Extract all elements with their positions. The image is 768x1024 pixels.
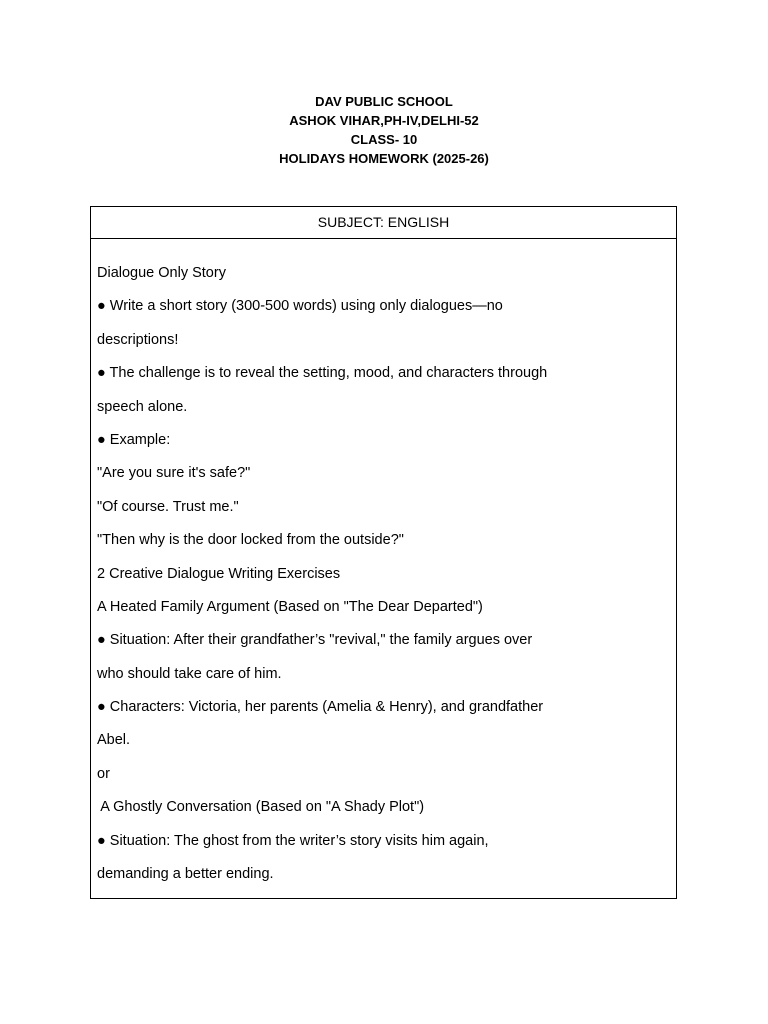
school-name: DAV PUBLIC SCHOOL <box>315 94 453 109</box>
content-line: demanding a better ending. <box>97 866 274 883</box>
content-line: ● Write a short story (300-500 words) using only dialogues—no <box>97 298 503 315</box>
homework-table <box>90 206 677 899</box>
content-line: "Then why is the door locked from the outside?" <box>97 532 404 549</box>
content-line: 2 Creative Dialogue Writing Exercises <box>97 565 341 582</box>
subject-heading: SUBJECT: ENGLISH <box>91 207 676 239</box>
document-header <box>0 92 768 168</box>
assignment-content <box>91 239 676 891</box>
content-line: ● Characters: Victoria, her parents (Amelia & Henry), and grandfather <box>97 699 544 716</box>
content-line: Abel. <box>97 732 131 749</box>
content-line: speech alone. <box>97 398 188 415</box>
content-line: A Ghostly Conversation (Based on "A Shady Plot") <box>97 799 425 816</box>
content-line: Dialogue Only Story <box>97 265 226 281</box>
content-line: ● The challenge is to reveal the setting, mood, and characters through <box>97 365 548 382</box>
content-line: ● Example: <box>97 431 171 448</box>
content-line: A Heated Family Argument (Based on "The Dear Departed") <box>97 598 483 615</box>
content-line: descriptions! <box>97 331 179 348</box>
content-line: "Of course. Trust me." <box>97 498 239 515</box>
content-line: ● Situation: The ghost from the writer’s story visits him again, <box>97 832 489 849</box>
content-line: ● Situation: After their grandfather’s "revival," the family argues over <box>97 632 533 649</box>
content-line: who should take care of him. <box>97 665 282 682</box>
content-line: "Are you sure it's safe?" <box>97 465 251 482</box>
content-line: or <box>97 765 110 782</box>
school-address: ASHOK VIHAR,PH-IV,DELHI-52 <box>289 113 479 128</box>
homework-title: HOLIDAYS HOMEWORK (2025-26) <box>279 151 489 166</box>
class-label: CLASS- 10 <box>350 132 418 147</box>
